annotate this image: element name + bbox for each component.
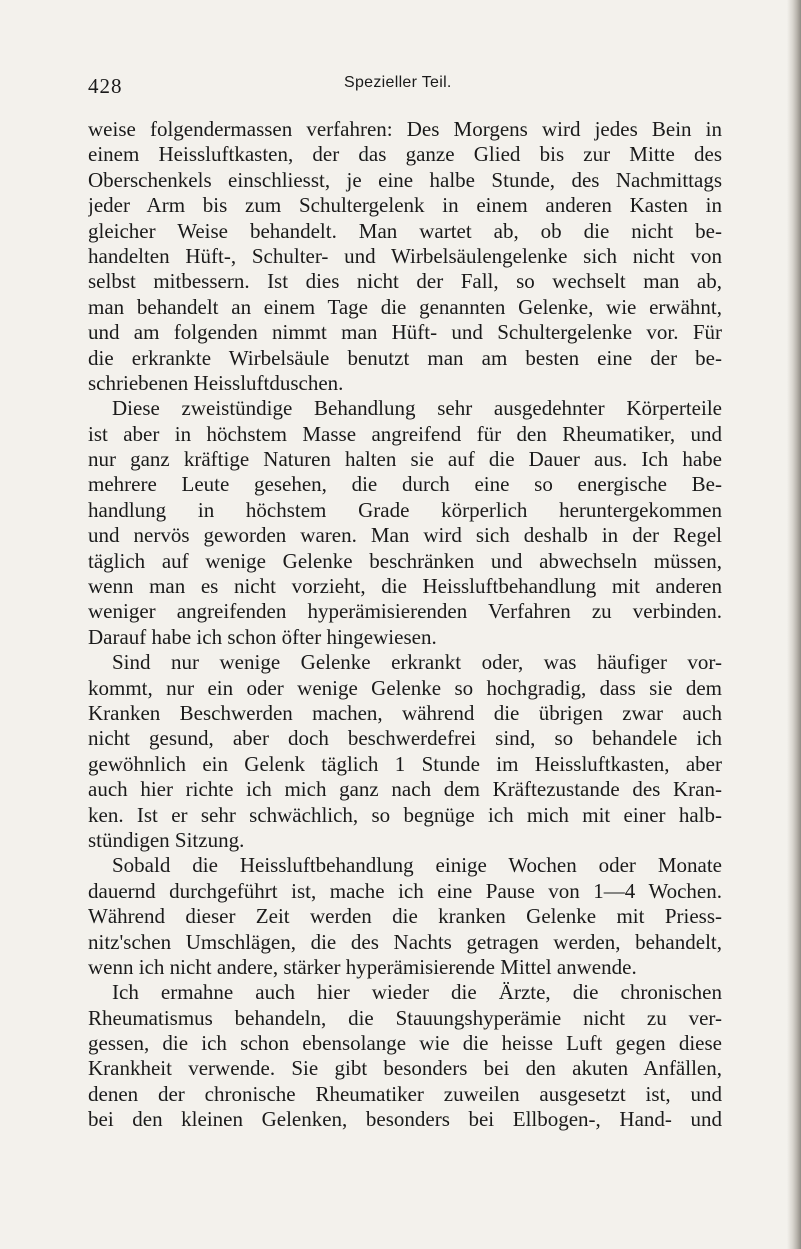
text-line: Krankheit verwende. Sie gibt besonders bei den akuten Anfällen, [88,1056,722,1081]
text-line: Diese zweistündige Behandlung sehr ausgedehnter Körperteile [112,396,722,421]
text-line: weise folgendermassen verfahren: Des Morgens wird jedes Bein in [88,117,722,141]
text-line: Während dieser Zeit werden die kranken Gelenke mit Priess- [88,904,722,929]
text-line: wenn man es nicht vorzieht, die Heissluftbehandlung mit anderen [88,574,722,599]
text-line: und am folgenden nimmt man Hüft- und Schultergelenke vor. Für [88,320,722,345]
text-line: einem Heissluftkasten, der das ganze Glied bis zur Mitte des [88,142,722,167]
text-line: kommt, nur ein oder wenige Gelenke so hochgradig, dass sie dem [88,675,722,700]
text-line: auch hier richte ich mich ganz nach dem Kräftezustande des Kran- [88,777,722,802]
text-line: handlung in höchstem Grade körperlich heruntergekommen [88,497,722,522]
text-line: Sind nur wenige Gelenke erkrankt oder, was häufiger vor- [112,650,722,675]
text-line: denen der chronische Rheumatiker zuweilen ausgesetzt ist, und [88,1081,722,1106]
text-line: selbst mitbessern. Ist dies nicht der Fall, so wechselt man ab, [88,269,722,294]
text-line: ken. Ist er sehr schwächlich, so begnüge ich mich mit einer halb- [88,802,722,827]
page-header [88,74,738,102]
text-line: und nervös geworden waren. Man wird sich deshalb in der Regel [88,523,722,548]
page-edge-shadow [787,0,801,1249]
body-text [88,117,722,1133]
text-line: gewöhnlich ein Gelenk täglich 1 Stunde im Heissluftkasten, aber [88,751,722,776]
text-line: jeder Arm bis zum Schultergelenk in einem anderen Kasten in [88,193,722,218]
text-line: Kranken Beschwerden machen, während die übrigen zwar auch [88,700,722,725]
text-line: man behandelt an einem Tage die genannten Gelenke, wie erwähnt, [88,294,722,319]
text-line: stündigen Sitzung. [88,827,245,852]
text-line: wenn ich nicht andere, stärker hyperämisierende Mittel anwende. [88,954,637,979]
text-line: täglich auf wenige Gelenke beschränken und abwechseln müssen, [88,548,722,573]
text-line: dauernd durchgeführt ist, mache ich eine Pause von 1—4 Wochen. [88,878,722,903]
page-number: 428 [88,74,123,98]
text-line: nicht gesund, aber doch beschwerdefrei sind, so behandele ich [88,726,722,751]
text-line: mehrere Leute gesehen, die durch eine so energische Be- [88,472,722,497]
text-line: weniger angreifenden hyperämisierenden Verfahren zu verbinden. [88,599,722,624]
text-line: Oberschenkels einschliesst, je eine halbe Stunde, des Nachmittags [88,167,722,192]
text-line: gessen, die ich schon ebensolange wie die heisse Luft gegen diese [88,1031,722,1056]
running-head: Spezieller Teil. [344,74,452,91]
text-line: Sobald die Heissluftbehandlung einige Wochen oder Monate [112,853,722,878]
text-line: ist aber in höchstem Masse angreifend für den Rheumatiker, und [88,421,722,446]
text-line: Rheumatismus behandeln, die Stauungshyperämie nicht zu ver- [88,1005,722,1030]
text-line: die erkrankte Wirbelsäule benutzt man am besten eine der be- [88,345,722,370]
text-line: Ich ermahne auch hier wieder die Ärzte, die chronischen [112,980,722,1005]
text-line: nur ganz kräftige Naturen halten sie auf die Dauer aus. Ich habe [88,447,722,472]
text-line: nitz'schen Umschlägen, die des Nachts getragen werden, behandelt, [88,929,722,954]
text-line: bei den kleinen Gelenken, besonders bei Ellbogen-, Hand- und [88,1107,722,1132]
text-line: gleicher Weise behandelt. Man wartet ab, ob die nicht be- [88,218,722,243]
text-line: schriebenen Heissluftduschen. [88,370,344,395]
text-line: handelten Hüft-, Schulter- und Wirbelsäulengelenke sich nicht von [88,243,722,268]
text-line: Darauf habe ich schon öfter hingewiesen. [88,624,437,649]
